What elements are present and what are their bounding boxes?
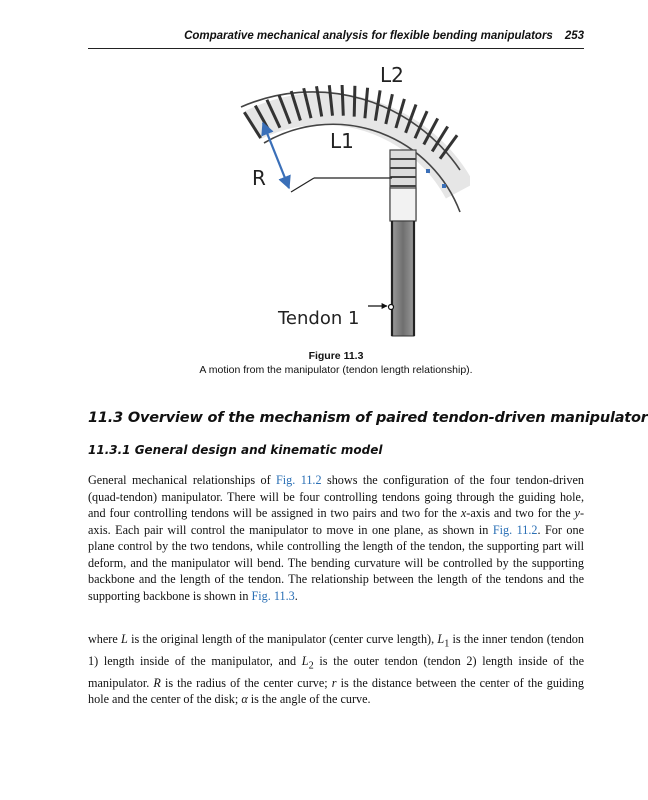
paragraph-1: General mechanical relationships of Fig. 11.2 shows the configuration of the four tendon-driven (quad-tendon) manipulator. There will be four controlling tendons going through the guiding hole, and four controlling tendons will be assigned in two pairs and two for the x-axis and two for the y-axis. Each pair will control the manipulator to move in one plane, as shown in Fig. 11.2. For one plane control by the two tendons, while controlling the length of the tendon, the supporting part will deform, and the manipulator will bend. The bending curvature will be controlled by the supporting backbone and the length of the tendon. The relationship between the length of the tendons and the supporting backbone is shown in Fig. 11.3. [88, 473, 584, 603]
center-line-diagonal [291, 178, 314, 192]
figure-link[interactable]: Fig. 11.2 [276, 473, 322, 487]
manipulator-base [390, 150, 416, 336]
label-l1: L1 [330, 129, 354, 153]
label-tendon: Tendon 1 [278, 308, 360, 329]
running-title: Comparative mechanical analysis for flexible bending manipulators [184, 30, 553, 42]
header-rule [88, 48, 584, 49]
label-r: R [252, 166, 266, 190]
running-head [88, 30, 584, 42]
label-l2: L2 [380, 63, 404, 87]
subsection-heading: 11.3.1 General design and kinematic model [88, 443, 383, 457]
paragraph-2: where L is the original length of the manipulator (center curve length), $L_1$ is the inner tendon (tendon 1) length inside of the manipulator, and $L_2$ is the outer tendon (tendon 2) length inside of the manipulator. R is the radius of the center curve; r is the distance between the center of the guiding hole and the center of the disk; α is the angle of the curve. [88, 632, 584, 707]
figure-link[interactable]: Fig. 11.3 [251, 588, 295, 603]
tendon-endpoint [389, 305, 394, 310]
figure-caption: A motion from the manipulator (tendon length relationship). [199, 364, 473, 376]
figure-label: Figure 11.3 [308, 350, 364, 362]
section-heading: 11.3 Overview of the mechanism of paired tendon-driven manipulator [88, 410, 648, 426]
figure-link[interactable]: Fig. 11.2 [492, 522, 538, 537]
manipulator-figure [180, 56, 470, 341]
page-number: 253 [564, 30, 584, 42]
